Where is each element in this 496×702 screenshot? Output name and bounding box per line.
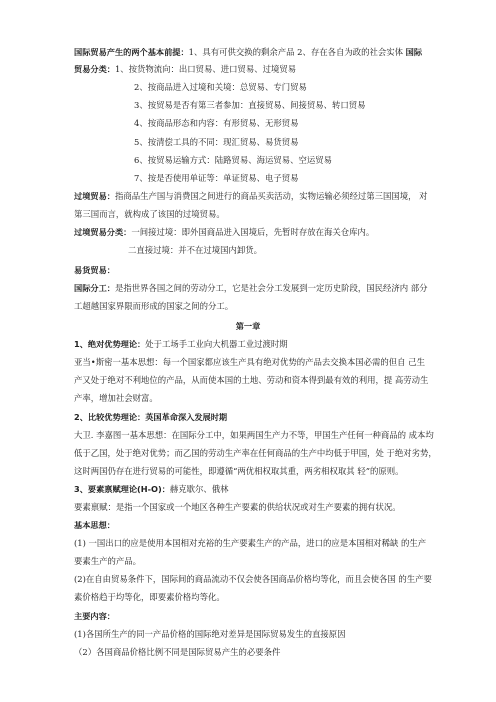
absolute-body-2: 产又处于绝对不利地位的产品，从而使本国的土地、劳动和资本得到最有效的利用，提 高劳动生: [74, 375, 429, 385]
trade-class-item-6: 6、按贸易运输方式：陆路贸易、海运贸易、空运贸易: [134, 155, 332, 165]
chapter-title: 第一章: [235, 321, 261, 331]
absolute-heading: [74, 338, 474, 350]
transit-text-2: 第三国而言，就构成了该国的过境贸易。: [74, 209, 225, 219]
basic-idea-label: 基本思想：: [74, 520, 115, 530]
comparative-heading: 2、比较优势理论：英国革命深入发展时期: [74, 412, 228, 422]
barter-label: 易货贸易：: [74, 265, 115, 275]
main-content-label: 主要内容：: [74, 611, 115, 621]
comparative-body-2: 低于乙国，处于绝对优势；而乙国的劳动生产率在任何商品的生产中均低于甲国，处 于绝对劣势，: [74, 448, 437, 458]
absolute-body-1: 亚当•斯密一基本思想：每一个国家都应该生产具有绝对优势的产品去交换本国必需的但自 己生: [74, 357, 425, 367]
comparative-body-3: 这时两国仍存在进行贸易的可能性，即遵循“两优相权取其重，两劣相权取其 轻”的原则。: [74, 466, 404, 476]
trade-class-line: [74, 63, 474, 75]
comparative-body-1: 大卫. 李嘉图一基本思想：在国际分工中，如果两国生产力不等，甲国生产任何一种商品的 成本均: [74, 430, 434, 440]
transit-class-2: 二直接过境：并不在过境国内卸货。: [128, 245, 262, 255]
trade-class-item-4: 4、按商品形态和内容：有形贸易、无形贸易: [134, 118, 299, 128]
absolute-label: 1、绝对优势理论：: [74, 339, 146, 349]
basic-idea-2-line-2: 素价格趋于均等化，即要素价格均等化。: [74, 592, 225, 602]
transit-text-1: 指商品生产国与消费国之间进行的商品买卖活动，实物运输必须经过第三国国境， 对: [114, 191, 428, 201]
division-line-1: [74, 282, 474, 294]
trade-class-item-3: 3、按贸易是否有第三者参加：直接贸易、间接贸易、转口贸易: [134, 100, 366, 110]
main-content-1: (1)各国所生产的同一产品价格的国际绝对差异是国际贸易发生的直接原因: [74, 629, 346, 639]
trade-class-label-a: 国际: [405, 47, 423, 57]
trade-class-item-1: 1、按货物流向：出口贸易、进口贸易、过境贸易: [114, 64, 297, 74]
absolute-text: 处于工场手工业向大机器工业过渡时期: [145, 339, 288, 349]
division-label: 国际分工：: [74, 283, 115, 293]
basic-idea-1-line-1: (1) 一国出口的应是使用本国相对充裕的生产要素生产的产品，进口的应是本国相对稀缺 的生产: [74, 538, 427, 548]
endowment-label: 3、要素禀赋理论(H-O)：: [74, 484, 170, 494]
premise-label: 国际贸易产生的两个基本前提：: [74, 47, 189, 57]
endowment-def: 要素禀赋：是指一个国家或一个地区各种生产要素的供给状况或对生产要素的拥有状况。: [74, 502, 401, 512]
transit-line-1: [74, 190, 474, 202]
transit-class-label: 过境贸易分类：: [74, 227, 132, 237]
division-text-2: 工超越国家界限而形成的国家之间的分工。: [74, 301, 234, 311]
absolute-body-3: 产率，增加社会财富。: [74, 393, 158, 403]
trade-class-item-5: 5、按清偿工具的不同：现汇贸易、易货贸易: [134, 137, 299, 147]
main-content-2: （2）各国商品价格比例不同是国际贸易产生的必要条件: [74, 647, 281, 657]
trade-class-label-b: 贸易分类：: [74, 64, 115, 74]
transit-label: 过境贸易：: [74, 191, 115, 201]
premise-text: 1、具有可供交换的剩余产品 2、存在各自为政的社会实体: [188, 47, 406, 57]
trade-class-item-7: 7、按是否使用单证等：单证贸易、电子贸易: [134, 173, 299, 183]
endowment-text: 赫克歇尔、俄林: [169, 484, 229, 494]
premise-line: [74, 46, 474, 58]
basic-idea-2-line-1: (2)在自由贸易条件下，国际间的商品流动不仅会使各国商品价格均等化，而且会使各国 的生产要: [74, 574, 432, 584]
transit-class-1: 一间接过境：即外国商品进入国境后，先暂时存放在海关仓库内。: [131, 227, 375, 237]
endowment-heading: [74, 483, 474, 495]
trade-class-item-2: 2、按商品进入过境和关境：总贸易、专门贸易: [134, 82, 307, 92]
basic-idea-1-line-2: 要素生产的产品。: [74, 556, 141, 566]
transit-class-line: [74, 226, 474, 238]
division-text-1: 是指世界各国之间的劳动分工，它是社会分工发展到一定历史阶段，国民经济内 部分: [114, 283, 428, 293]
